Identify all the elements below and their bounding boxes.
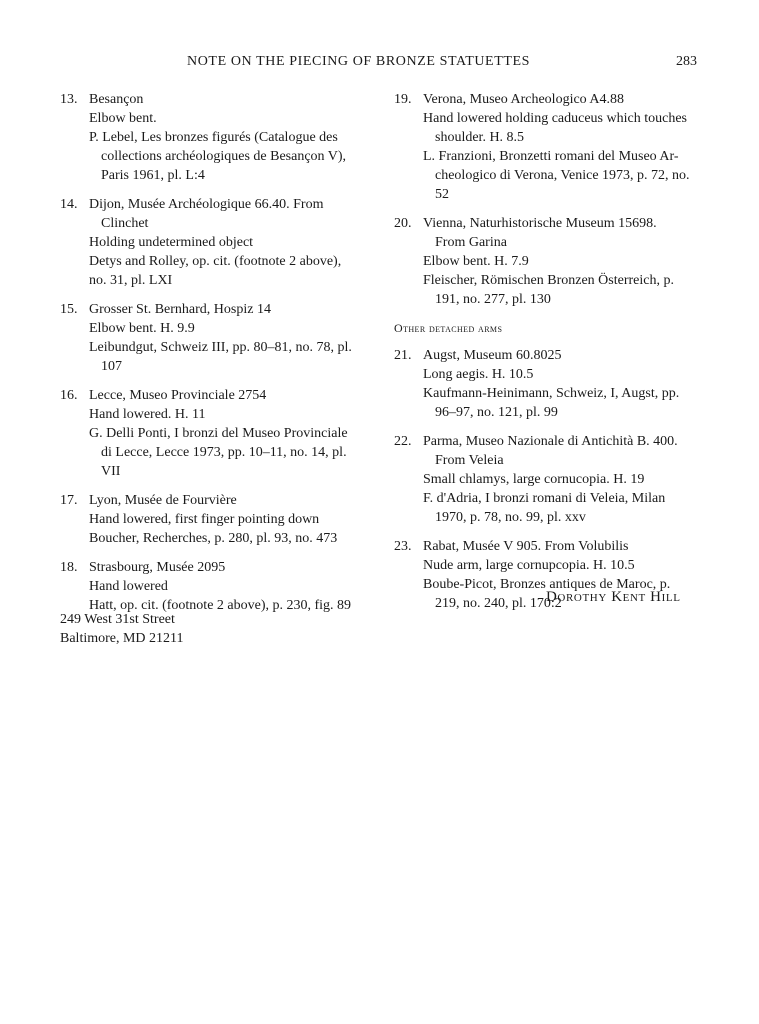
catalogue-entry-13 xyxy=(60,90,372,185)
entry-line: Clinchet xyxy=(101,216,149,231)
entry-number: 23. xyxy=(394,539,412,554)
entry-line: Hatt, op. cit. (footnote 2 above), p. 230, fig. 89 xyxy=(89,598,352,613)
entry-number: 17. xyxy=(60,493,78,508)
entry-line: Besançon xyxy=(89,92,144,107)
catalogue-entry-16 xyxy=(60,386,372,481)
entry-line: cheologico di Verona, Venice 1973, p. 72, no. xyxy=(435,168,690,183)
entry-line: Dijon, Musée Archéologique 66.40. From xyxy=(89,197,324,212)
catalogue-entry-15 xyxy=(60,300,372,376)
entry-line: 107 xyxy=(101,359,122,374)
catalogue-entry-17 xyxy=(60,491,372,548)
entry-line: Boucher, Recherches, p. 280, pl. 93, no. 473 xyxy=(89,531,338,546)
entry-line: 1970, p. 78, no. 99, pl. xxv xyxy=(435,510,586,525)
entry-line: no. 31, pl. LXI xyxy=(89,273,173,288)
entry-line: shoulder. H. 8.5 xyxy=(435,130,525,145)
entry-number: 19. xyxy=(394,92,412,107)
author-signature: Dorothy Kent Hill xyxy=(546,589,681,605)
entry-number: 14. xyxy=(60,197,78,212)
entry-line: Parma, Museo Nazionale di Antichità B. 400. xyxy=(423,434,678,449)
entry-line: Elbow bent. H. 7.9 xyxy=(423,254,529,269)
entry-line: From Veleia xyxy=(435,453,504,468)
entry-number: 18. xyxy=(60,560,78,575)
catalogue-entry-14 xyxy=(60,195,372,290)
entry-line: Strasbourg, Musée 2095 xyxy=(89,560,226,575)
entry-line: Paris 1961, pl. L:4 xyxy=(101,168,205,183)
entry-line: Augst, Museum 60.8025 xyxy=(423,348,562,363)
entry-number: 15. xyxy=(60,302,78,317)
entry-line: F. d'Adria, I bronzi romani di Veleia, Milan xyxy=(423,491,666,506)
entry-line: Long aegis. H. 10.5 xyxy=(423,367,534,382)
entry-line: Vienna, Naturhistorische Museum 15698. xyxy=(423,216,657,231)
entry-number: 22. xyxy=(394,434,412,449)
catalogue-entry-22 xyxy=(394,432,706,527)
entry-number: 20. xyxy=(394,216,412,231)
entry-line: 96–97, no. 121, pl. 99 xyxy=(435,405,558,420)
entry-line: G. Delli Ponti, I bronzi del Museo Provinciale xyxy=(89,426,348,441)
entry-line: Hand lowered, first finger pointing down xyxy=(89,512,320,527)
entry-line: Boube-Picot, Bronzes antiques de Maroc, p. xyxy=(423,577,671,592)
entry-line: Hand lowered xyxy=(89,579,168,594)
entry-line: Lyon, Musée de Fourvière xyxy=(89,493,237,508)
entry-number: 16. xyxy=(60,388,78,403)
entry-line: Detys and Rolley, op. cit. (footnote 2 above), xyxy=(89,254,342,269)
entry-line: Rabat, Musée V 905. From Volubilis xyxy=(423,539,629,554)
entry-line: 191, no. 277, pl. 130 xyxy=(435,292,551,307)
running-header-title: NOTE ON THE PIECING OF BRONZE STATUETTES xyxy=(187,54,531,69)
entry-number: 13. xyxy=(60,92,78,107)
entry-line: Lecce, Museo Provinciale 2754 xyxy=(89,388,267,403)
entry-line: 219, no. 240, pl. 170:2 xyxy=(435,596,562,611)
entry-line: Leibundgut, Schweiz III, pp. 80–81, no. 78, pl. xyxy=(89,340,352,355)
catalogue-entry-20 xyxy=(394,214,706,309)
address-line: Baltimore, MD 21211 xyxy=(60,631,184,646)
entry-line: P. Lebel, Les bronzes figurés (Catalogue des xyxy=(89,130,338,145)
entry-line: Nude arm, large cornupcopia. H. 10.5 xyxy=(423,558,635,573)
entry-line: collections archéologiques de Besançon V), xyxy=(101,149,347,164)
author-address xyxy=(60,610,184,648)
section-title: Other detached arms xyxy=(394,321,503,335)
entry-line: Elbow bent. H. 9.9 xyxy=(89,321,195,336)
entry-line: Grosser St. Bernhard, Hospiz 14 xyxy=(89,302,271,317)
entry-line: Hand lowered holding caduceus which touches xyxy=(423,111,687,126)
page-number: 283 xyxy=(676,54,697,69)
entry-number: 21. xyxy=(394,348,412,363)
right-column xyxy=(394,90,706,623)
catalogue-entry-19 xyxy=(394,90,706,204)
left-column xyxy=(60,90,372,625)
entry-line: Hand lowered. H. 11 xyxy=(89,407,206,422)
entry-line: Verona, Museo Archeologico A4.88 xyxy=(423,92,625,107)
entry-line: Elbow bent. xyxy=(89,111,157,126)
catalogue-entry-18 xyxy=(60,558,372,615)
entry-line: 52 xyxy=(435,187,449,202)
entry-line: Small chlamys, large cornucopia. H. 19 xyxy=(423,472,645,487)
entry-line: Holding undetermined object xyxy=(89,235,254,250)
catalogue-entry-21 xyxy=(394,346,706,422)
entry-line: Kaufmann-Heinimann, Schweiz, I, Augst, pp. xyxy=(423,386,680,401)
entry-line: Fleischer, Römischen Bronzen Österreich, p. xyxy=(423,273,674,288)
entry-line: L. Franzioni, Bronzetti romani del Museo Ar- xyxy=(423,149,679,164)
entry-line: VII xyxy=(101,464,121,479)
address-line: 249 West 31st Street xyxy=(60,612,175,627)
entry-line: di Lecce, Lecce 1973, pp. 10–11, no. 14, pl. xyxy=(101,445,347,460)
entry-line: From Garina xyxy=(435,235,507,250)
